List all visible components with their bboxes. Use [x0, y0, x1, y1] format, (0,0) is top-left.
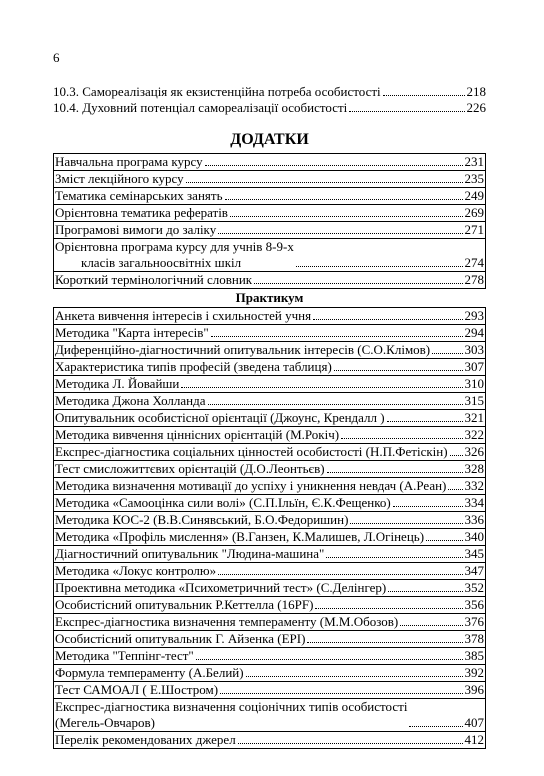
toc-entry-title: Опитувальник особистісної орієнтації (Джоунс, Крендалл )	[55, 410, 385, 425]
toc-entry-page: 396	[464, 682, 484, 697]
toc-entry-title: 10.3. Самореалізація як екзистенційна потреба особистості	[53, 84, 381, 99]
toc-entry-title: Анкета вивчення інтересів і схильностей учня	[55, 308, 312, 323]
table-of-contents	[53, 84, 486, 749]
dot-leader	[307, 642, 462, 643]
toc-entry-title: Проективна методика «Психометричний тест» (С.Делінгер)	[55, 580, 387, 595]
chapter-entries	[53, 84, 486, 116]
toc-entry	[54, 342, 485, 359]
toc-entry	[54, 205, 485, 222]
toc-entry-title: Методика «Самооцінка сили волі» (С.П.Ільїн, Є.К.Фещенко)	[55, 495, 391, 510]
toc-entry-title: Тематика семінарських занять	[55, 188, 223, 203]
toc-entry	[54, 563, 485, 580]
toc-entry-title: Формула темпераменту (А.Белий)	[55, 665, 244, 680]
dot-leader	[211, 336, 463, 337]
appendix-heading: ДОДАТКИ	[230, 131, 309, 148]
toc-entry-page: 412	[464, 732, 484, 747]
dot-leader	[341, 438, 462, 439]
practicum-entries	[53, 307, 486, 749]
toc-entry	[54, 239, 485, 272]
toc-entry-page: 347	[464, 563, 484, 578]
dot-leader	[313, 319, 462, 320]
toc-entry-title: Тест САМОАЛ ( Е.Шостром)	[55, 682, 219, 697]
toc-entry-title: Методика Л. Йовайши	[55, 376, 180, 391]
toc-entry-title-line2: (Мегель-Овчаров)	[55, 715, 155, 730]
toc-entry-title: Методика КОС-2 (В.В.Синявський, Б.О.Федоришин)	[55, 512, 349, 527]
toc-entry-page: 322	[464, 427, 484, 442]
toc-entry	[54, 682, 485, 699]
toc-entry-title: Методика Джона Холланда	[55, 393, 206, 408]
toc-entry-page: 293	[464, 308, 484, 323]
dot-leader	[205, 165, 463, 166]
toc-entry	[54, 427, 485, 444]
toc-entry-title: Програмові вимоги до заліку	[55, 222, 217, 237]
toc-entry-page: 334	[464, 495, 484, 510]
appendix-entries	[53, 153, 486, 289]
toc-entry-title: Методика визначення мотивації до успіху і уникнення невдач (А.Реан)	[55, 478, 447, 493]
dot-leader	[296, 266, 463, 267]
toc-entry	[54, 546, 485, 563]
dot-leader	[426, 540, 462, 541]
toc-entry-title: Тест смисложиттєвих орієнтацій (Д.О.Леонтьєв)	[55, 461, 325, 476]
toc-entry-page: 315	[464, 393, 484, 408]
toc-entry	[54, 699, 485, 732]
toc-entry-page: 356	[464, 597, 484, 612]
practicum-heading: Практикум	[235, 290, 304, 305]
dot-leader	[196, 659, 463, 660]
toc-entry-page: 310	[464, 376, 484, 391]
dot-leader	[448, 489, 462, 490]
dot-leader	[218, 574, 462, 575]
toc-entry	[54, 171, 485, 188]
dot-leader	[220, 693, 462, 694]
toc-entry	[53, 100, 486, 116]
dot-leader	[393, 506, 463, 507]
toc-entry	[53, 84, 486, 100]
toc-entry-title: Диференційно-діагностичний опитувальник інтересів (С.О.Клімов)	[55, 342, 431, 357]
toc-entry	[54, 359, 485, 376]
toc-entry	[54, 410, 485, 427]
dot-leader	[387, 421, 463, 422]
toc-entry-title	[55, 699, 407, 731]
toc-entry	[54, 665, 485, 682]
dot-leader	[254, 283, 462, 284]
toc-entry-title-line1: Експрес-діагностика визначення соціонічних типів особистості	[55, 699, 408, 714]
toc-entry-page: 352	[464, 580, 484, 595]
toc-entry	[54, 461, 485, 478]
toc-entry-page: 332	[464, 478, 484, 493]
toc-entry-page: 274	[464, 255, 484, 270]
dot-leader	[208, 404, 463, 405]
dot-leader	[327, 472, 463, 473]
dot-leader	[432, 353, 462, 354]
toc-entry	[54, 529, 485, 546]
toc-entry-title: Навчальна програма курсу	[55, 154, 203, 169]
toc-entry-title	[55, 239, 294, 271]
dot-leader	[246, 676, 463, 677]
toc-entry-page: 340	[464, 529, 484, 544]
toc-entry	[54, 512, 485, 529]
dot-leader	[334, 370, 463, 371]
toc-entry-page: 226	[466, 100, 486, 115]
toc-entry-title: Зміст лекційного курсу	[55, 171, 184, 186]
toc-entry-title: Характеристика типів професій (зведена таблиця)	[55, 359, 332, 374]
dot-leader	[230, 216, 463, 217]
toc-entry-title: Експрес-діагностика соціальних цінностей особистості (Н.П.Фетіскін)	[55, 444, 448, 459]
toc-entry	[54, 188, 485, 205]
toc-entry	[54, 272, 485, 288]
toc-entry-page: 294	[464, 325, 484, 340]
toc-entry	[54, 222, 485, 239]
toc-entry-title-line1: Орієнтовна програма курсу для учнів 8-9-х	[55, 239, 294, 254]
toc-entry-title: Діагностичний опитувальник "Людина-машина"	[55, 546, 325, 561]
toc-entry-page: 218	[466, 84, 486, 99]
toc-entry	[54, 154, 485, 171]
toc-entry-title: Особистісний опитувальник Г. Айзенка (EPI)	[55, 631, 306, 646]
dot-leader	[388, 591, 462, 592]
toc-entry-title: Методика вивчення ціннісних орієнтацій (М.Рокіч)	[55, 427, 340, 442]
toc-entry-page: 307	[464, 359, 484, 374]
toc-entry	[54, 478, 485, 495]
toc-entry	[54, 444, 485, 461]
toc-entry-page: 385	[464, 648, 484, 663]
toc-entry-page: 407	[464, 715, 484, 730]
toc-entry-title: Методика "Карта інтересів"	[55, 325, 209, 340]
toc-entry-page: 231	[464, 154, 484, 169]
toc-entry-page: 269	[464, 205, 484, 220]
page-number: 6	[53, 50, 60, 65]
dot-leader	[409, 726, 462, 727]
toc-entry	[54, 732, 485, 748]
toc-entry-title: Перелік рекомендованих джерел	[55, 732, 236, 747]
toc-entry	[54, 376, 485, 393]
toc-entry	[54, 393, 485, 410]
toc-entry-title: Експрес-діагностика визначення темпераменту (М.М.Обозов)	[55, 614, 399, 629]
toc-entry-title: Короткий термінологічний словник	[55, 272, 253, 287]
dot-leader	[186, 182, 463, 183]
toc-entry-page: 303	[464, 342, 484, 357]
dot-leader	[326, 557, 462, 558]
toc-entry-page: 326	[464, 444, 484, 459]
toc-entry-title: Особистісний опитувальник Р.Кеттелла (16PF)	[55, 597, 314, 612]
toc-entry	[54, 325, 485, 342]
toc-entry-title: Методика «Профіль мислення» (В.Ганзен, К.Малишев, Л.Огінець)	[55, 529, 425, 544]
dot-leader	[383, 95, 465, 96]
toc-entry-page: 271	[464, 222, 484, 237]
toc-entry-title: Методика "Теппінг-тест"	[55, 648, 194, 663]
toc-entry-page: 328	[464, 461, 484, 476]
dot-leader	[315, 608, 462, 609]
dot-leader	[225, 199, 463, 200]
toc-entry-page: 278	[464, 272, 484, 287]
dot-leader	[181, 387, 462, 388]
dot-leader	[450, 455, 463, 456]
toc-entry	[54, 580, 485, 597]
toc-entry-page: 378	[464, 631, 484, 646]
toc-entry-title: Орієнтовна тематика рефератів	[55, 205, 228, 220]
toc-entry-title: 10.4. Духовний потенціал самореалізації особистості	[53, 100, 348, 115]
toc-entry	[54, 648, 485, 665]
toc-entry-page: 345	[464, 546, 484, 561]
dot-leader	[218, 233, 462, 234]
toc-entry-page: 376	[464, 614, 484, 629]
toc-entry-title: Методика «Локус контролю»	[55, 563, 217, 578]
toc-entry	[54, 308, 485, 325]
dot-leader	[400, 625, 462, 626]
toc-entry	[54, 631, 485, 648]
toc-entry-page: 392	[464, 665, 484, 680]
toc-entry-page: 235	[464, 171, 484, 186]
toc-entry-page: 321	[464, 410, 484, 425]
dot-leader	[349, 111, 464, 112]
toc-entry	[54, 495, 485, 512]
toc-entry	[54, 597, 485, 614]
toc-entry-page: 249	[464, 188, 484, 203]
toc-entry-page: 336	[464, 512, 484, 527]
toc-entry-title-line2: класів загальноосвітніх шкіл	[81, 255, 242, 270]
dot-leader	[350, 523, 462, 524]
dot-leader	[238, 743, 463, 744]
toc-entry	[54, 614, 485, 631]
